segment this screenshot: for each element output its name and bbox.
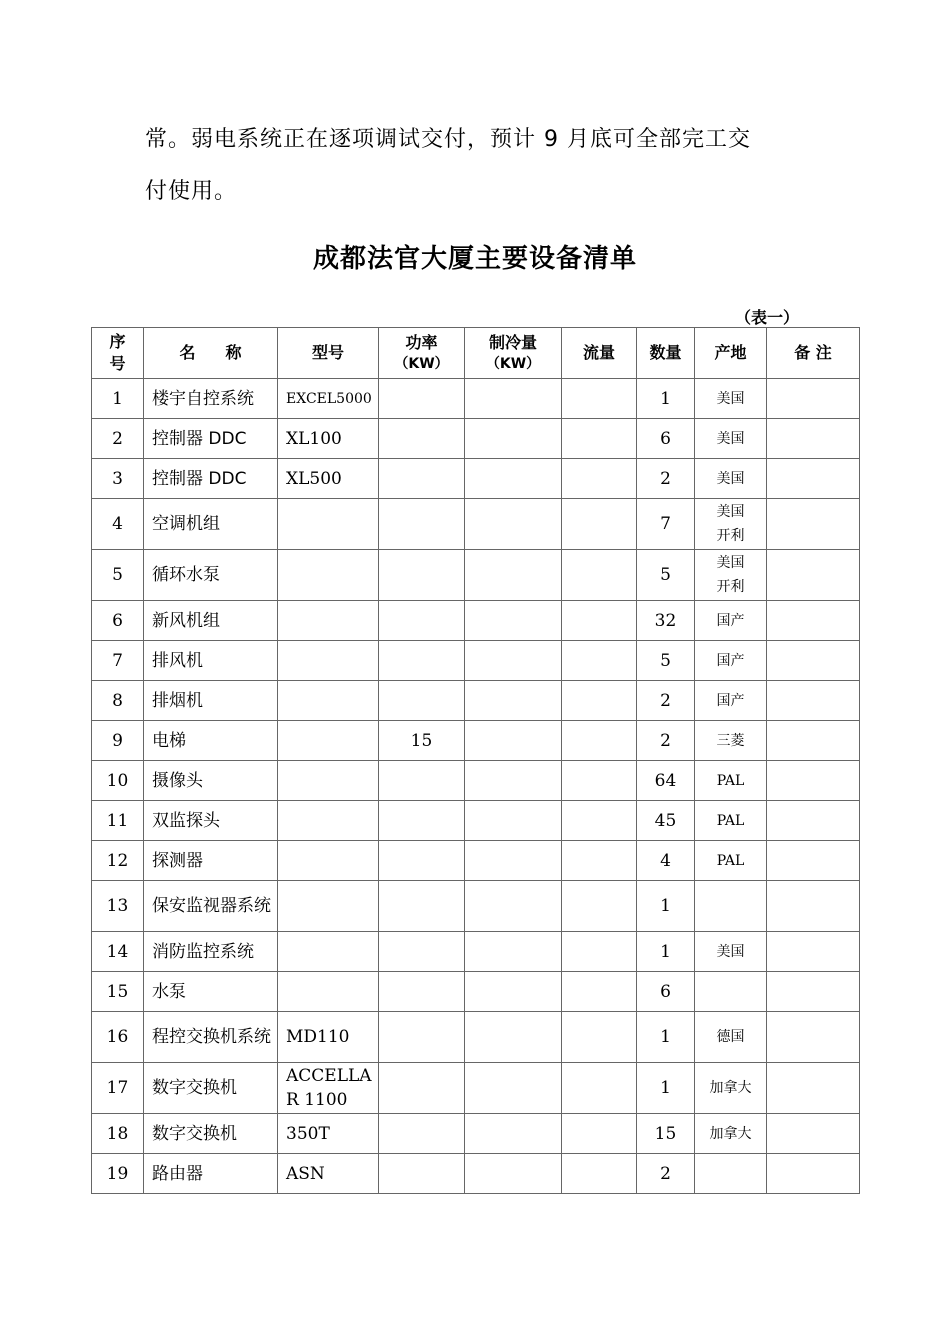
- cell-cooling: [465, 881, 562, 932]
- document-title: 成都法官大厦主要设备清单: [312, 244, 637, 274]
- cell-seq: 9: [92, 721, 144, 761]
- cell-cooling: [465, 641, 562, 681]
- cell-origin: 美国: [695, 459, 767, 499]
- cell-power: [379, 761, 465, 801]
- cell-power: [379, 601, 465, 641]
- cell-power: [379, 841, 465, 881]
- cell-qty: 6: [637, 972, 695, 1012]
- cell-model: ACCELLAR 1100: [278, 1063, 379, 1114]
- table-row: [92, 932, 860, 972]
- cell-seq: 10: [92, 761, 144, 801]
- cell-seq: 15: [92, 972, 144, 1012]
- cell-name: 电梯: [144, 721, 278, 761]
- cell-name: 数字交换机: [144, 1114, 278, 1154]
- header-cooling: 制冷量 （KW）: [465, 328, 562, 379]
- cell-name: 双监探头: [144, 801, 278, 841]
- table-body: [92, 379, 860, 1194]
- cell-note: [767, 1154, 860, 1194]
- cell-model: ASN: [278, 1154, 379, 1194]
- cell-flow: [562, 1114, 637, 1154]
- cell-model: XL500: [278, 459, 379, 499]
- cell-seq: 14: [92, 932, 144, 972]
- cell-flow: [562, 681, 637, 721]
- cell-power: [379, 550, 465, 601]
- cell-qty: 1: [637, 379, 695, 419]
- table-row: [92, 601, 860, 641]
- table-row: [92, 1154, 860, 1194]
- cell-cooling: [465, 379, 562, 419]
- cell-power: [379, 932, 465, 972]
- cell-model: MD110: [278, 1012, 379, 1063]
- cell-power: [379, 499, 465, 550]
- cell-flow: [562, 1063, 637, 1114]
- cell-origin: 德国: [695, 1012, 767, 1063]
- cell-seq: 2: [92, 419, 144, 459]
- table-row: [92, 550, 860, 601]
- cell-flow: [562, 1154, 637, 1194]
- cell-qty: 2: [637, 721, 695, 761]
- cell-cooling: [465, 1154, 562, 1194]
- cell-note: [767, 499, 860, 550]
- cell-origin: 国产: [695, 641, 767, 681]
- table-row: [92, 841, 860, 881]
- table-row: [92, 1012, 860, 1063]
- cell-name: 摄像头: [144, 761, 278, 801]
- cell-cooling: [465, 499, 562, 550]
- cell-note: [767, 681, 860, 721]
- cell-seq: 16: [92, 1012, 144, 1063]
- cell-model: EXCEL5000: [278, 379, 379, 419]
- table-row: [92, 721, 860, 761]
- cell-power: [379, 641, 465, 681]
- table-row: [92, 801, 860, 841]
- cell-flow: [562, 499, 637, 550]
- cell-name: 控制器 DDC: [144, 419, 278, 459]
- cell-power: [379, 681, 465, 721]
- cell-flow: [562, 972, 637, 1012]
- cell-name: 排烟机: [144, 681, 278, 721]
- cell-seq: 19: [92, 1154, 144, 1194]
- cell-qty: 64: [637, 761, 695, 801]
- cell-flow: [562, 550, 637, 601]
- header-name: 名 称: [144, 328, 278, 379]
- cell-name: 消防监控系统: [144, 932, 278, 972]
- header-origin: 产地: [695, 328, 767, 379]
- cell-cooling: [465, 801, 562, 841]
- cell-flow: [562, 881, 637, 932]
- paragraph-line-1: 常。弱电系统正在逐项调试交付，预计 9 月底可全部完工交: [145, 127, 751, 152]
- cell-flow: [562, 761, 637, 801]
- table-row: [92, 972, 860, 1012]
- cell-name: 新风机组: [144, 601, 278, 641]
- header-flow: 流量: [562, 328, 637, 379]
- cell-model: [278, 721, 379, 761]
- cell-name: 探测器: [144, 841, 278, 881]
- cell-note: [767, 550, 860, 601]
- cell-model: [278, 841, 379, 881]
- cell-model: [278, 932, 379, 972]
- cell-seq: 13: [92, 881, 144, 932]
- cell-seq: 4: [92, 499, 144, 550]
- table-row: [92, 1063, 860, 1114]
- cell-cooling: [465, 681, 562, 721]
- cell-power: [379, 801, 465, 841]
- header-power: 功率 （KW）: [379, 328, 465, 379]
- cell-seq: 6: [92, 601, 144, 641]
- table-header-row: [92, 328, 860, 379]
- table-row: [92, 761, 860, 801]
- cell-name: 排风机: [144, 641, 278, 681]
- cell-model: [278, 801, 379, 841]
- cell-origin: 加拿大: [695, 1114, 767, 1154]
- cell-note: [767, 932, 860, 972]
- cell-model: [278, 601, 379, 641]
- cell-cooling: [465, 1012, 562, 1063]
- table-number: （表一）: [735, 308, 800, 327]
- cell-cooling: [465, 721, 562, 761]
- cell-note: [767, 1012, 860, 1063]
- cell-power: [379, 1154, 465, 1194]
- cell-cooling: [465, 841, 562, 881]
- cell-qty: 1: [637, 1063, 695, 1114]
- table-row: [92, 499, 860, 550]
- cell-qty: 5: [637, 550, 695, 601]
- cell-power: [379, 379, 465, 419]
- cell-model: [278, 641, 379, 681]
- cell-qty: 2: [637, 1154, 695, 1194]
- cell-name: 控制器 DDC: [144, 459, 278, 499]
- cell-qty: 4: [637, 841, 695, 881]
- cell-note: [767, 641, 860, 681]
- cell-origin: 三菱: [695, 721, 767, 761]
- cell-cooling: [465, 419, 562, 459]
- cell-qty: 32: [637, 601, 695, 641]
- cell-origin: PAL: [695, 761, 767, 801]
- cell-origin: 国产: [695, 681, 767, 721]
- cell-note: [767, 881, 860, 932]
- cell-origin: 美国: [695, 379, 767, 419]
- cell-power: 15: [379, 721, 465, 761]
- header-seq: 序号: [92, 328, 144, 379]
- cell-note: [767, 459, 860, 499]
- cell-note: [767, 761, 860, 801]
- cell-name: 循环水泵: [144, 550, 278, 601]
- cell-qty: 1: [637, 932, 695, 972]
- cell-note: [767, 1114, 860, 1154]
- cell-model: [278, 499, 379, 550]
- cell-name: 路由器: [144, 1154, 278, 1194]
- cell-power: [379, 1012, 465, 1063]
- cell-qty: 7: [637, 499, 695, 550]
- cell-model: XL100: [278, 419, 379, 459]
- cell-seq: 5: [92, 550, 144, 601]
- cell-origin: 国产: [695, 601, 767, 641]
- header-note: 备 注: [767, 328, 860, 379]
- cell-name: 水泵: [144, 972, 278, 1012]
- cell-flow: [562, 932, 637, 972]
- cell-cooling: [465, 601, 562, 641]
- cell-origin: PAL: [695, 801, 767, 841]
- cell-flow: [562, 721, 637, 761]
- cell-note: [767, 801, 860, 841]
- cell-model: [278, 550, 379, 601]
- cell-note: [767, 1063, 860, 1114]
- cell-qty: 15: [637, 1114, 695, 1154]
- table-row: [92, 419, 860, 459]
- cell-seq: 11: [92, 801, 144, 841]
- cell-power: [379, 459, 465, 499]
- cell-model: [278, 881, 379, 932]
- header-model: 型号: [278, 328, 379, 379]
- cell-origin: [695, 972, 767, 1012]
- cell-flow: [562, 801, 637, 841]
- cell-origin: 美国: [695, 419, 767, 459]
- cell-cooling: [465, 972, 562, 1012]
- cell-seq: 3: [92, 459, 144, 499]
- cell-note: [767, 419, 860, 459]
- cell-seq: 12: [92, 841, 144, 881]
- cell-origin: 加拿大: [695, 1063, 767, 1114]
- cell-seq: 17: [92, 1063, 144, 1114]
- cell-origin: 美国: [695, 932, 767, 972]
- cell-seq: 1: [92, 379, 144, 419]
- cell-origin: [695, 881, 767, 932]
- cell-flow: [562, 1012, 637, 1063]
- cell-note: [767, 972, 860, 1012]
- cell-cooling: [465, 932, 562, 972]
- cell-qty: 1: [637, 1012, 695, 1063]
- cell-note: [767, 841, 860, 881]
- cell-origin: 美国 开利: [695, 550, 767, 601]
- cell-flow: [562, 459, 637, 499]
- cell-name: 楼宇自控系统: [144, 379, 278, 419]
- cell-power: [379, 881, 465, 932]
- cell-flow: [562, 841, 637, 881]
- table-row: [92, 1114, 860, 1154]
- cell-flow: [562, 641, 637, 681]
- cell-power: [379, 972, 465, 1012]
- cell-qty: 2: [637, 459, 695, 499]
- table-row: [92, 681, 860, 721]
- cell-qty: 5: [637, 641, 695, 681]
- cell-model: 350T: [278, 1114, 379, 1154]
- cell-flow: [562, 419, 637, 459]
- equipment-table: [91, 327, 860, 1194]
- cell-power: [379, 419, 465, 459]
- cell-model: [278, 681, 379, 721]
- cell-qty: 6: [637, 419, 695, 459]
- cell-cooling: [465, 761, 562, 801]
- table-row: [92, 641, 860, 681]
- cell-note: [767, 601, 860, 641]
- table-row: [92, 881, 860, 932]
- header-qty: 数量: [637, 328, 695, 379]
- cell-cooling: [465, 459, 562, 499]
- cell-cooling: [465, 1063, 562, 1114]
- cell-origin: [695, 1154, 767, 1194]
- paragraph-line-2: 付使用。: [145, 179, 238, 204]
- table-row: [92, 459, 860, 499]
- cell-qty: 45: [637, 801, 695, 841]
- cell-seq: 8: [92, 681, 144, 721]
- cell-name: 空调机组: [144, 499, 278, 550]
- cell-power: [379, 1114, 465, 1154]
- cell-origin: PAL: [695, 841, 767, 881]
- cell-cooling: [465, 550, 562, 601]
- cell-cooling: [465, 1114, 562, 1154]
- cell-seq: 7: [92, 641, 144, 681]
- cell-name: 保安监视器系统: [144, 881, 278, 932]
- cell-note: [767, 721, 860, 761]
- cell-origin: 美国 开利: [695, 499, 767, 550]
- cell-name: 数字交换机: [144, 1063, 278, 1114]
- cell-note: [767, 379, 860, 419]
- cell-qty: 1: [637, 881, 695, 932]
- cell-seq: 18: [92, 1114, 144, 1154]
- cell-power: [379, 1063, 465, 1114]
- cell-flow: [562, 379, 637, 419]
- cell-flow: [562, 601, 637, 641]
- cell-qty: 2: [637, 681, 695, 721]
- table-row: [92, 379, 860, 419]
- cell-model: [278, 972, 379, 1012]
- cell-name: 程控交换机系统: [144, 1012, 278, 1063]
- cell-model: [278, 761, 379, 801]
